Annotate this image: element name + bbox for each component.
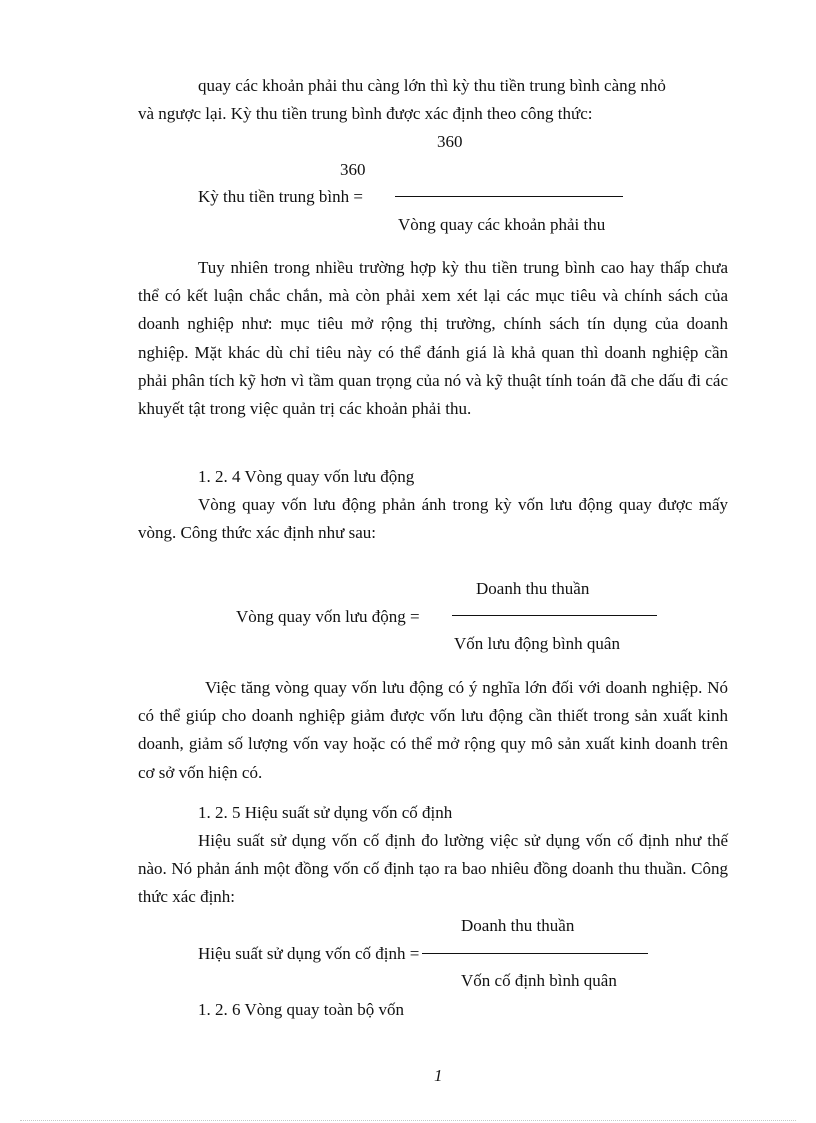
formula-2-numerator: Doanh thu thuần <box>476 579 590 598</box>
paragraph-2: Tuy nhiên trong nhiều trường hợp kỳ thu tiền trung bình cao hay thấp chưa thể có kết luận chắc chắn, mà còn phải xem xét lại các mục tiêu và chính sách của doanh nghiệp như: mục tiêu mở rộng thị trường, chính sách tín dụng của doanh nghiệp. Mặt khác dù chỉ tiêu này có thể đánh giá là khả quan thì doanh nghiệp cần phải phân tích kỹ hơn vì tầm quan trọng của nó và kỹ thuật tính toán đã che dấu đi các khuyết tật trong việc quản trị các khoản phải thu. <box>138 258 728 419</box>
paragraph-3: Vòng quay vốn lưu động phản ánh trong kỳ vốn lưu động quay được mấy vòng. Công thức xác định như sau: <box>138 495 728 543</box>
formula-1-denominator: Vòng quay các khoản phải thu <box>398 215 606 234</box>
heading-1-2-6: 1. 2. 6 Vòng quay toàn bộ vốn <box>198 1000 405 1019</box>
paragraph-1-line-1: quay các khoản phải thu càng lớn thì kỳ thu tiền trung bình càng nhỏ <box>198 76 666 95</box>
heading-1-2-5: 1. 2. 5 Hiệu suất sử dụng vốn cố định <box>198 803 453 822</box>
page-number: 1 <box>434 1066 443 1085</box>
formula-2-denominator: Vốn lưu động bình quân <box>454 634 620 653</box>
formula-2-fraction-bar <box>452 615 657 616</box>
paragraph-4: Việc tăng vòng quay vốn lưu động có ý nghĩa lớn đối với doanh nghiệp. Nó có thể giúp cho doanh nghiệp giảm được vốn lưu động cần thiết trong sản xuất kinh doanh, giảm số lượng vốn vay hoặc có thể mở rộng quy mô sản xuất kinh doanh trên cơ sở vốn hiện có. <box>138 678 728 782</box>
formula-3-denominator: Vốn cố định bình quân <box>461 971 617 990</box>
page-footer-divider <box>20 1120 796 1121</box>
formula-2-label: Vòng quay vốn lưu động = <box>236 607 420 626</box>
formula-3-fraction-bar <box>422 953 648 954</box>
formula-3-label: Hiệu suất sử dụng vốn cố định = <box>198 944 420 963</box>
heading-1-2-4: 1. 2. 4 Vòng quay vốn lưu động <box>198 467 415 486</box>
formula-1-fraction-bar <box>395 196 623 197</box>
formula-1-numerator: 360 <box>340 160 366 179</box>
stray-number: 360 <box>437 132 463 151</box>
paragraph-5: Hiệu suất sử dụng vốn cố định đo lường việc sử dụng vốn cố định như thế nào. Nó phản ánh một đồng vốn cố định tạo ra bao nhiêu đồng doanh thu thuần. Công thức xác định: <box>138 831 728 907</box>
formula-1-label: Kỳ thu tiền trung bình = <box>198 187 363 206</box>
formula-3-numerator: Doanh thu thuần <box>461 916 575 935</box>
paragraph-1-line-2: và ngược lại. Kỳ thu tiền trung bình được xác định theo công thức: <box>138 104 593 123</box>
